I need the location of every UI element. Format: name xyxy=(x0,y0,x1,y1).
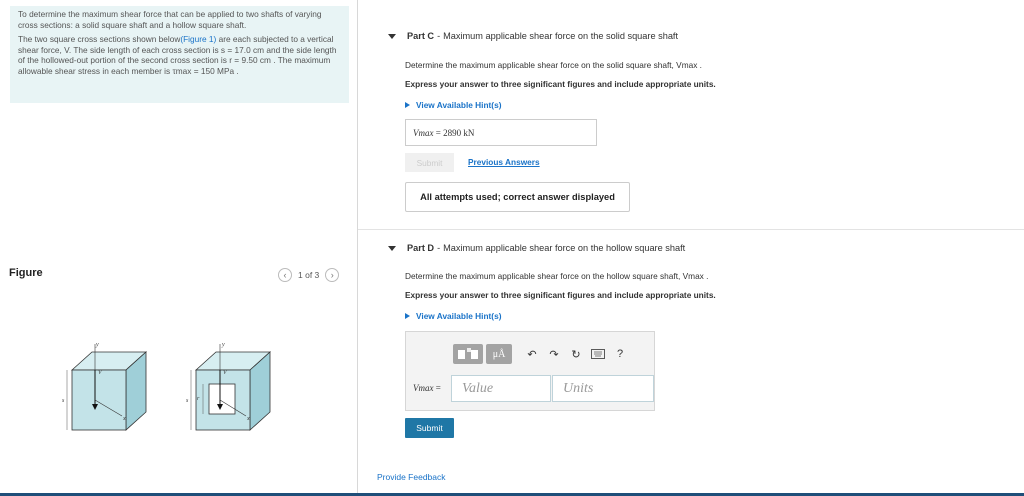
help-button[interactable]: ? xyxy=(616,348,624,360)
hollow-r-label: r xyxy=(197,396,200,402)
problem-panel xyxy=(0,0,358,496)
solid-v-label: V xyxy=(98,370,102,376)
part-c-hint-label: View Available Hint(s) xyxy=(416,100,502,110)
units-input[interactable]: Units xyxy=(552,375,654,402)
caret-right-icon xyxy=(405,102,410,108)
reset-icon[interactable]: ↻ xyxy=(571,348,581,361)
editor-toolbar xyxy=(453,344,631,364)
part-d-header[interactable] xyxy=(358,229,1024,266)
figure-link[interactable]: (Figure 1) xyxy=(180,34,217,45)
part-c-answer-box xyxy=(405,119,597,146)
solid-shaft-figure xyxy=(62,340,162,440)
solid-y-label: y xyxy=(96,342,99,348)
collapse-caret-icon xyxy=(388,34,396,39)
part-c-header[interactable] xyxy=(358,18,1024,54)
problem-intro: To determine the maximum shear force that can be applied to two shafts of varying cross sections: a solid square shaft and a hollow square shaft. xyxy=(18,9,322,30)
part-d-instruction: Express your answer to three significant figures and include appropriate units. xyxy=(405,290,716,300)
part-d-hint-toggle[interactable] xyxy=(405,311,501,321)
solid-s-label: s xyxy=(62,398,65,404)
hollow-s-label: s xyxy=(186,398,189,404)
collapse-caret-icon xyxy=(388,246,396,251)
part-d-dash: - xyxy=(437,243,441,253)
previous-answers-link[interactable]: Previous Answers xyxy=(468,157,540,167)
part-c-hint-toggle[interactable] xyxy=(405,100,501,110)
chevron-right-icon: › xyxy=(330,270,334,280)
templates-icon xyxy=(457,347,479,361)
provide-feedback-link[interactable]: Provide Feedback xyxy=(377,472,446,482)
templates-button[interactable] xyxy=(453,344,483,364)
part-d-answer-variable: Vmax xyxy=(413,383,434,393)
solid-x-label: x xyxy=(123,416,126,422)
part-c-title: Maximum applicable shear force on the solid square shaft xyxy=(443,31,679,41)
figure-title: Figure xyxy=(9,267,43,279)
part-c-answer-variable: Vmax xyxy=(413,127,434,138)
problem-statement xyxy=(10,6,349,103)
part-d-title: Maximum applicable shear force on the hollow square shaft xyxy=(443,243,686,253)
redo-icon[interactable]: ↷ xyxy=(549,348,559,361)
attempts-status: All attempts used; correct answer displayed xyxy=(405,182,630,212)
part-c-submit-button[interactable]: Submit xyxy=(405,153,454,172)
part-d-answer-eq: = xyxy=(435,383,441,393)
caret-right-icon xyxy=(405,313,410,319)
part-d-submit-button[interactable]: Submit xyxy=(405,418,454,438)
problem-body-text-1: The two square cross sections shown below xyxy=(18,34,181,45)
hollow-y-label: y xyxy=(222,342,225,348)
hollow-v-label: V xyxy=(223,370,227,376)
value-input[interactable]: Value xyxy=(451,375,551,402)
questions-panel xyxy=(358,0,1024,496)
part-d-letter: Part D xyxy=(407,243,435,253)
pager-text: 1 of 3 xyxy=(298,270,320,280)
figure-pager xyxy=(278,268,339,282)
prev-figure-button[interactable] xyxy=(278,268,292,282)
part-c-answer-value: = 2890 kN xyxy=(435,127,475,138)
hollow-shaft-figure xyxy=(186,340,286,440)
units-button[interactable]: μÅ xyxy=(486,344,512,364)
problem-body-text-2: are each subjected to a vertical shear force, V. The side length of each cross section is s = 17.0 cm and the side length of the hollowed-out portion of the second cross section is r = 9.50 cm . The maximum allowable shear stress in each member is τmax = 150 MPa . xyxy=(18,34,337,76)
hollow-x-label: x xyxy=(247,416,250,422)
keyboard-icon[interactable] xyxy=(587,344,609,364)
undo-icon[interactable]: ↶ xyxy=(527,348,537,361)
next-figure-button[interactable] xyxy=(325,268,339,282)
part-d-question: Determine the maximum applicable shear force on the hollow square shaft, Vmax . xyxy=(405,271,709,281)
part-c-question: Determine the maximum applicable shear force on the solid square shaft, Vmax . xyxy=(405,60,702,70)
answer-editor xyxy=(405,331,655,411)
problem-body xyxy=(18,34,341,76)
part-c-letter: Part C xyxy=(407,31,435,41)
part-d-hint-label: View Available Hint(s) xyxy=(416,311,502,321)
part-c-instruction: Express your answer to three significant figures and include appropriate units. xyxy=(405,79,716,89)
part-c-dash: - xyxy=(437,31,441,41)
chevron-left-icon: ‹ xyxy=(283,270,287,280)
part-d-answer-label xyxy=(413,383,441,393)
